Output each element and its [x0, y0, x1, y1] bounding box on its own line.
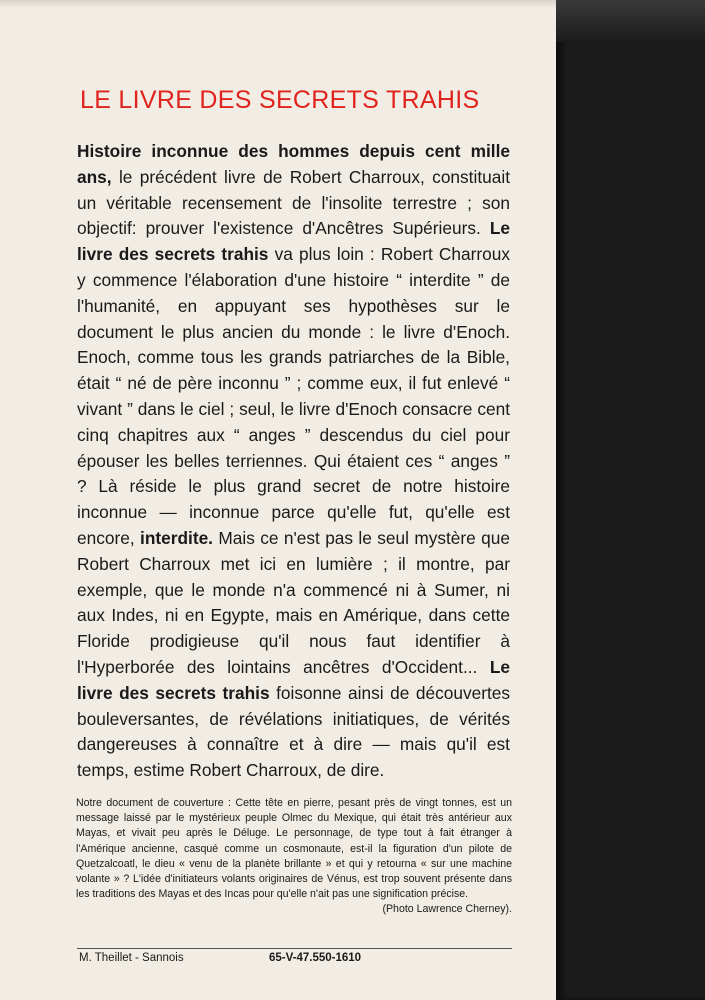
printer-credit: M. Theillet - Sannois [79, 952, 184, 964]
book-title: LE LIVRE DES SECRETS TRAHIS [80, 86, 480, 114]
spine-top-edge [556, 0, 705, 42]
caption-text: Notre document de couverture : Cette tête en pierre, pesant près de vingt tonnes, est un message laissé par le mystérieux peuple Olmec du Mexique, qui était très antérieur aux Mayas, et vivait peu après le Déluge. Le personnage, de type tout à fait étranger à l'Amérique ancienne, casqué comme un cosmonaute, est-il la figuration d'un pilote de Quetzalcoatl, le dieu « venu de la planète brillante » et qui y retourna « sur une machine volante » ? L'idée d'initiateurs volants originaires de Vénus, est trop souvent présente dans les traditions des Mayas et des Incas pour qu'elle n'ait pas une signification précise. [76, 797, 512, 901]
blurb-bold-interdite: interdite. [140, 527, 213, 548]
print-code: 65-V-47.550-1610 [269, 952, 362, 964]
blurb-paragraph [77, 139, 510, 784]
cover-caption [76, 796, 512, 918]
blurb-text: va plus loin : Robert Charroux y commence l'élaboration d'une histoire “ interdite ” de l'humanité, en appuyant ses hypothèses sur le document le plus ancien du monde : le livre d'Enoch. Enoch, comme tous les grands patriarches de la Bible, était “ né de père inconnu ” ; comme eux, il fut enlevé “ vivant ” dans le ciel ; seul, le livre d'Enoch consacre cent cinq chapitres aux “ anges ” descendus du ciel pour épouser les belles terriennes. Qui étaient ces “ anges ” ? Là réside le plus grand secret de notre histoire inconnue — inconnue parce qu'elle fut, qu'elle est encore, [77, 244, 510, 548]
divider [77, 948, 512, 949]
page-top-edge [0, 0, 560, 8]
blurb-bold-book-title: Le livre des secrets trahis [77, 218, 510, 265]
blurb-bold-book-title: Le livre des secrets trahis [77, 656, 510, 703]
blurb-text: foisonne ainsi de découvertes bouleversantes, de révélations initiatiques, de vérités dangereuses à connaître et à dire — mais qu'il est temps, estime Robert Charroux, de dire. [77, 682, 511, 781]
blurb-text: Mais ce n'est pas le seul mystère que Robert Charroux met ici en lumière ; il montre, par exemple, que le monde n'a commencé ni à Sumer, ni aux Indes, ni en Egypte, mais en Amérique, dans cette Floride prodigieuse qu'il nous faut identifier à l'Hyperborée des lointains ancêtres d'Occident... [77, 527, 510, 677]
book-spine [556, 0, 705, 1000]
blurb-bold-previous-title: Histoire inconnue des hommes depuis cent mille ans, [77, 141, 510, 187]
photo-credit: (Photo Lawrence Cherney). [382, 903, 512, 916]
blurb-text: le précédent livre de Robert Charroux, constituait un véritable recensement de l'insolite terrestre ; son objectif: prouver l'existence d'Ancêtres Supérieurs. [77, 166, 510, 239]
